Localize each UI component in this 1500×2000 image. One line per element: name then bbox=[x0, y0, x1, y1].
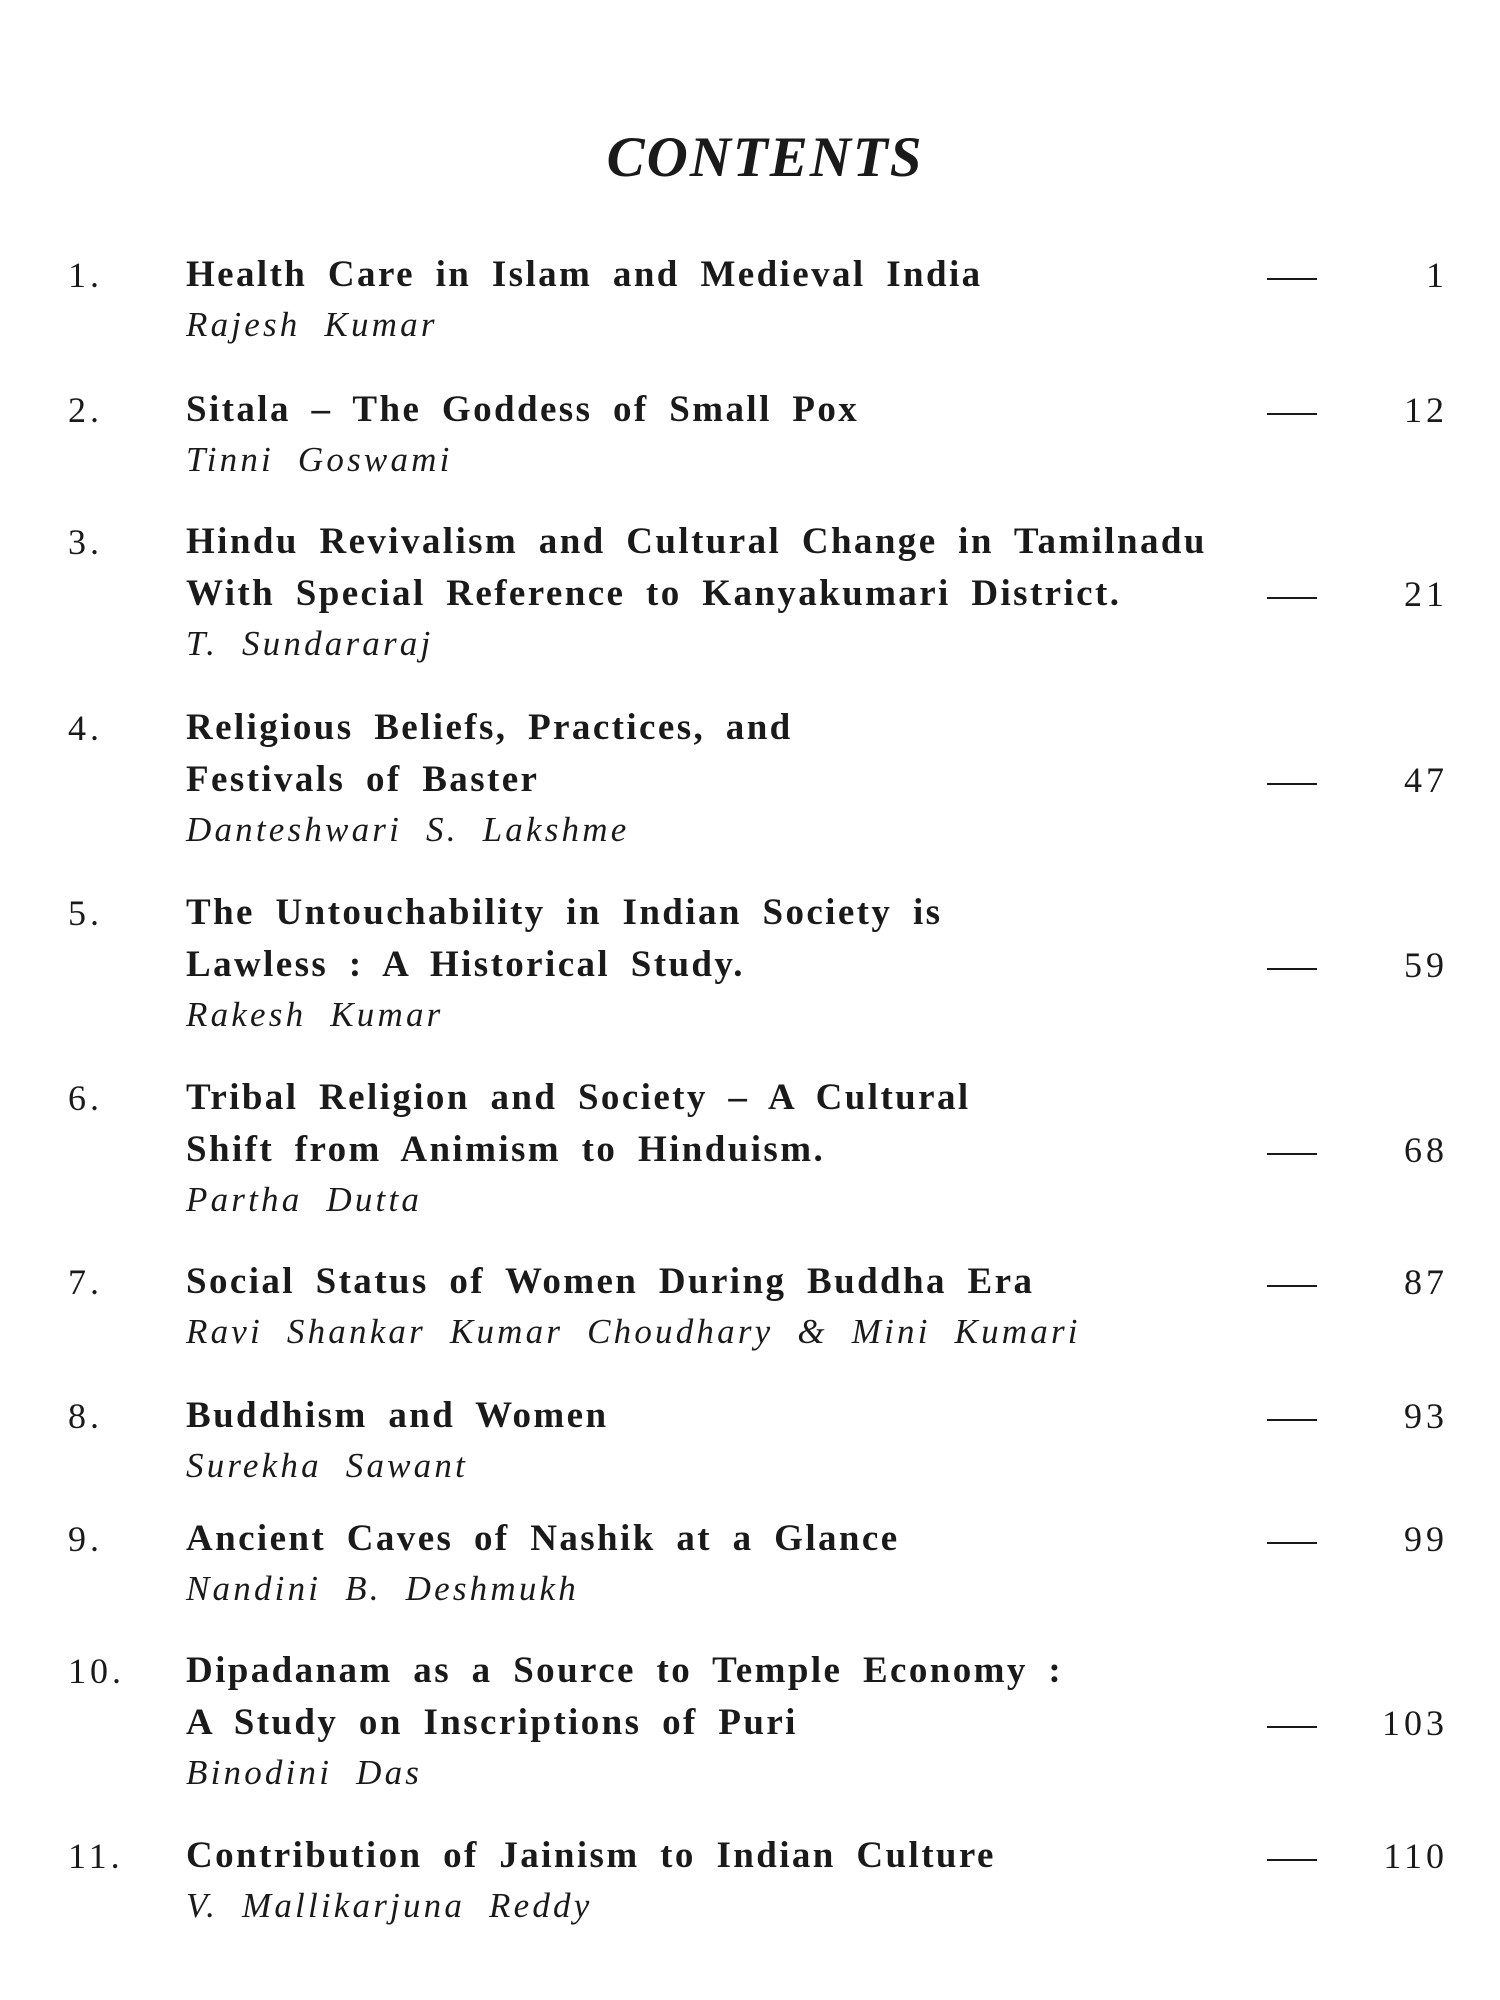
entry-page-number: 103 bbox=[1382, 1703, 1448, 1743]
entry-body bbox=[186, 249, 1346, 351]
entry-number: 4. bbox=[68, 708, 103, 748]
entry-body bbox=[186, 1830, 1346, 1932]
entry-body bbox=[186, 1390, 1346, 1492]
entry-title-continued: With Special Reference to Kanyakumari District. bbox=[186, 573, 1122, 614]
entry-number: 1. bbox=[68, 255, 103, 295]
entry-title: Sitala – The Goddess of Small Pox bbox=[186, 389, 860, 430]
entry-number: 7. bbox=[68, 1262, 103, 1302]
entry-dash bbox=[1267, 1285, 1317, 1287]
entry-body bbox=[186, 1645, 1346, 1799]
entry-page-number: 87 bbox=[1404, 1262, 1448, 1302]
entry-dash bbox=[1267, 1726, 1317, 1728]
page-title: CONTENTS bbox=[606, 126, 924, 189]
entry-dash bbox=[1267, 278, 1317, 280]
entry-number: 10. bbox=[68, 1651, 125, 1691]
entry-dash bbox=[1267, 413, 1317, 415]
entry-dash bbox=[1267, 1153, 1317, 1155]
entry-number: 8. bbox=[68, 1396, 103, 1436]
entry-author: Surekha Sawant bbox=[186, 1446, 469, 1485]
entry-title: Buddhism and Women bbox=[186, 1395, 609, 1436]
entry-page-number: 99 bbox=[1404, 1519, 1448, 1559]
entry-body bbox=[186, 702, 1346, 856]
entry-dash bbox=[1267, 968, 1317, 970]
entry-page-number: 68 bbox=[1404, 1130, 1448, 1170]
entry-number: 3. bbox=[68, 522, 103, 562]
entry-body bbox=[186, 1513, 1346, 1615]
entry-title: Hindu Revivalism and Cultural Change in Tamilnadu bbox=[186, 521, 1207, 562]
entry-title-continued: Lawless : A Historical Study. bbox=[186, 944, 745, 985]
entry-body bbox=[186, 516, 1346, 670]
entry-author: Rajesh Kumar bbox=[186, 305, 438, 344]
entry-number: 6. bbox=[68, 1078, 103, 1118]
entry-dash bbox=[1267, 1419, 1317, 1421]
entry-title: Contribution of Jainism to Indian Culture bbox=[186, 1835, 996, 1876]
entry-page-number: 93 bbox=[1404, 1396, 1448, 1436]
entry-title: Tribal Religion and Society – A Cultural bbox=[186, 1077, 971, 1118]
entry-page-number: 12 bbox=[1404, 390, 1448, 430]
entry-page-number: 1 bbox=[1426, 255, 1448, 295]
entry-dash bbox=[1267, 783, 1317, 785]
entry-title-continued: A Study on Inscriptions of Puri bbox=[186, 1702, 798, 1743]
entry-body bbox=[186, 384, 1346, 486]
entry-title: Ancient Caves of Nashik at a Glance bbox=[186, 1518, 900, 1559]
entry-number: 11. bbox=[68, 1836, 124, 1876]
entry-body bbox=[186, 1256, 1346, 1358]
entry-page-number: 110 bbox=[1383, 1836, 1448, 1876]
entry-number: 5. bbox=[68, 893, 103, 933]
entry-title: The Untouchability in Indian Society is bbox=[186, 892, 943, 933]
entry-page-number: 21 bbox=[1404, 574, 1448, 614]
entry-author: Danteshwari S. Lakshme bbox=[186, 810, 630, 849]
entry-body bbox=[186, 1072, 1346, 1226]
entry-page-number: 47 bbox=[1404, 760, 1448, 800]
entry-title: Dipadanam as a Source to Temple Economy : bbox=[186, 1650, 1064, 1691]
entry-title-continued: Festivals of Baster bbox=[186, 759, 540, 800]
entry-author: Binodini Das bbox=[186, 1753, 423, 1792]
entry-dash bbox=[1267, 1859, 1317, 1861]
entry-number: 2. bbox=[68, 390, 103, 430]
entry-author: Partha Dutta bbox=[186, 1180, 423, 1219]
entry-title: Social Status of Women During Buddha Era bbox=[186, 1261, 1035, 1302]
entry-page-number: 59 bbox=[1404, 945, 1448, 985]
entry-body bbox=[186, 887, 1346, 1041]
entry-dash bbox=[1267, 1542, 1317, 1544]
entry-author: Ravi Shankar Kumar Choudhary & Mini Kumari bbox=[186, 1312, 1081, 1351]
entry-author: T. Sundararaj bbox=[186, 624, 434, 663]
entry-title: Religious Beliefs, Practices, and bbox=[186, 707, 793, 748]
entry-author: Tinni Goswami bbox=[186, 440, 453, 479]
entry-author: Rakesh Kumar bbox=[186, 995, 444, 1034]
entry-title-continued: Shift from Animism to Hinduism. bbox=[186, 1129, 826, 1170]
entry-number: 9. bbox=[68, 1519, 103, 1559]
entry-author: Nandini B. Deshmukh bbox=[186, 1569, 579, 1608]
entry-dash bbox=[1267, 597, 1317, 599]
entry-title: Health Care in Islam and Medieval India bbox=[186, 254, 983, 295]
entry-author: V. Mallikarjuna Reddy bbox=[186, 1886, 593, 1925]
